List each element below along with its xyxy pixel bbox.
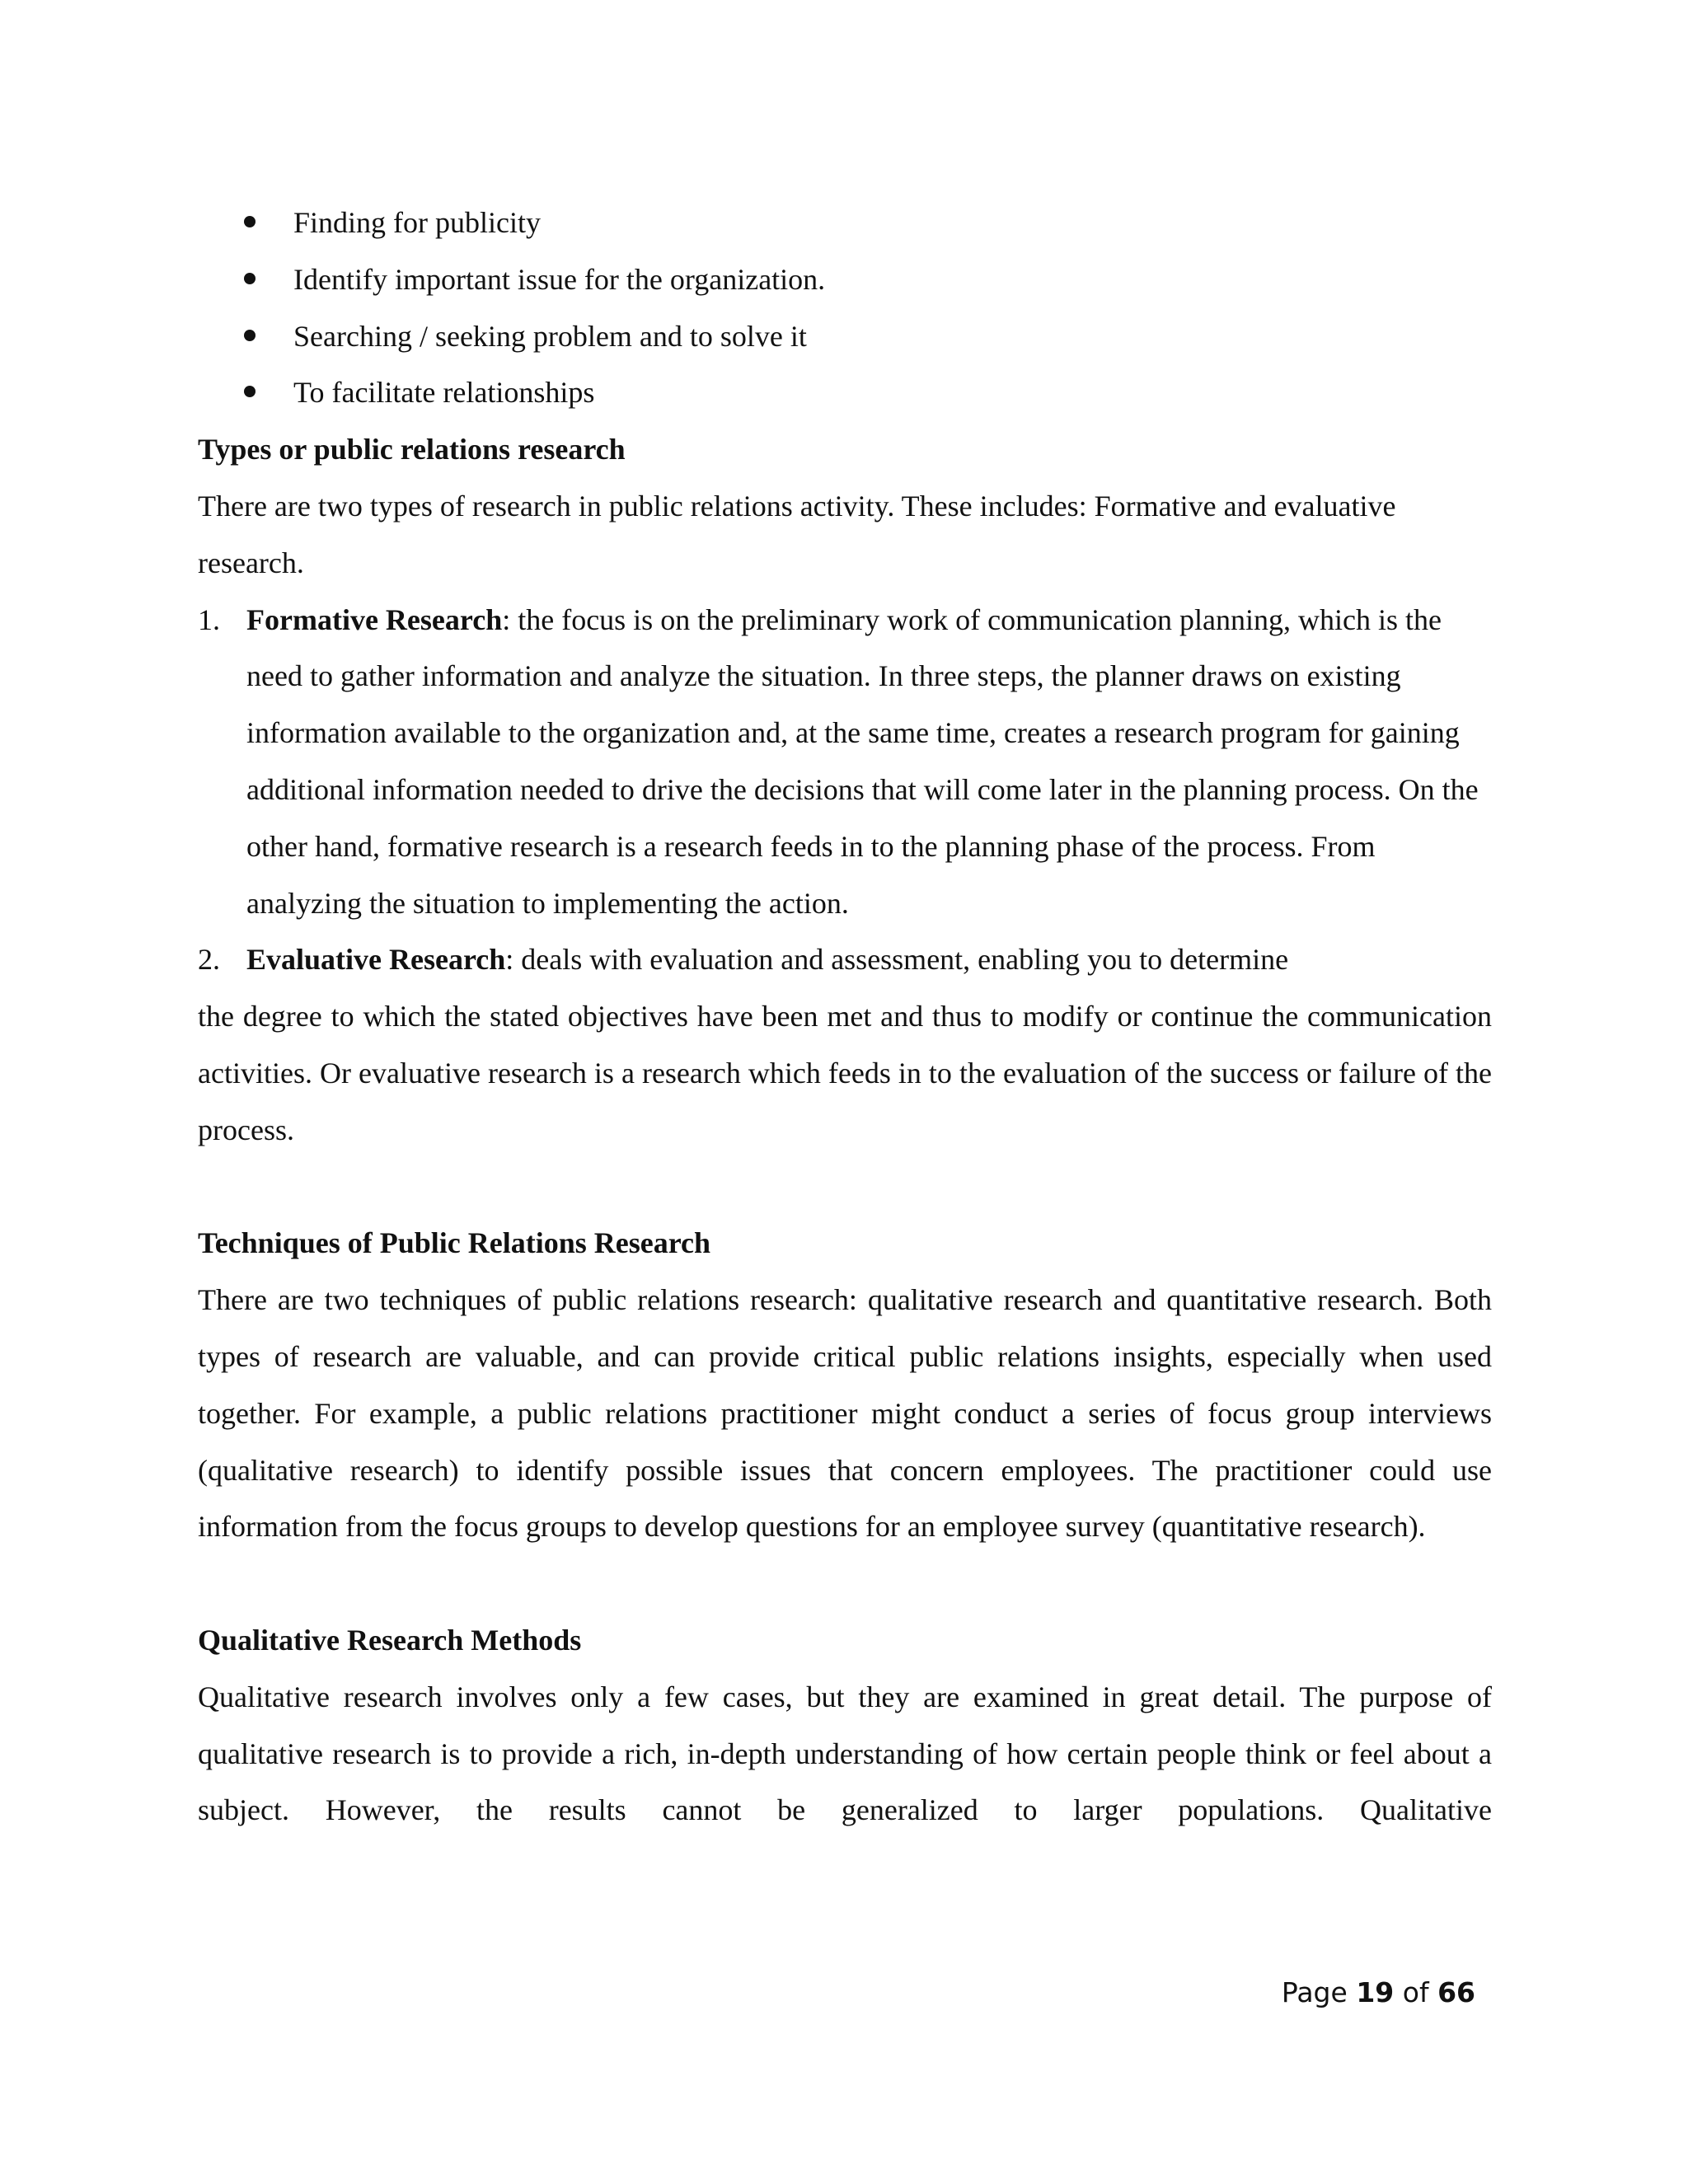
item-number: 2. xyxy=(198,943,220,977)
section-spacer xyxy=(198,1555,1492,1612)
evaluative-research-continuation: the degree to which the stated objectives have been met and thus to modify or continue the communication activities. Or evaluative research is a research which feeds in to the evaluation of the success or failure of the process. xyxy=(198,1000,1492,1146)
bullet-dot-icon xyxy=(244,330,256,341)
types-heading: Types or public relations research xyxy=(198,433,626,466)
item-text: : the focus is on the preliminary work of communication planning, which is the need to gather information and analyze the situation. In three steps, the planner draws on existing information available to the organization and, at the same time, creates a research program for gaining additional information needed to drive the decisions that will come later in the planning process. On the other hand, formative research is a research feeds in to the planning phase of the process. From analyzing the situation to implementing the action. xyxy=(246,602,1479,920)
bullet-list xyxy=(198,194,1492,421)
bullet-dot-icon xyxy=(244,386,256,397)
item-text-first-line: : deals with evaluation and assessment, enabling you to determine xyxy=(505,943,1289,977)
techniques-heading: Techniques of Public Relations Research xyxy=(198,1226,711,1260)
item-term: Formative Research xyxy=(246,602,503,636)
types-intro: There are two types of research in public relations activity. These includes: Formative and evaluative research. xyxy=(198,489,1396,579)
total-pages: 66 xyxy=(1437,1976,1475,2008)
bullet-item: Searching / seeking problem and to solve it xyxy=(198,308,1492,365)
section-spacer xyxy=(198,1159,1492,1216)
bullet-item: To facilitate relationships xyxy=(198,364,1492,421)
page-label: Page xyxy=(1281,1976,1348,2008)
document-page xyxy=(198,194,1492,1839)
bullet-dot-icon xyxy=(244,216,256,227)
page-footer xyxy=(1236,1976,1475,2008)
item-term: Evaluative Research xyxy=(246,943,506,977)
item-number: 1. xyxy=(198,602,220,636)
qualitative-body: Qualitative research involves only a few cases, but they are examined in great detail. The purpose of qualitative research is to provide a rich, in-depth understanding of how certain people think or feel about a subject. However, the results cannot be generalized to larger populations. Qualitative xyxy=(198,1680,1492,1827)
bullet-item: Finding for publicity xyxy=(198,194,1492,251)
formative-research-item xyxy=(198,592,1492,932)
of-label: of xyxy=(1402,1976,1429,2008)
evaluative-research-item xyxy=(198,931,1492,988)
page-number: 19 xyxy=(1356,1976,1395,2008)
techniques-body: There are two techniques of public relations research: qualitative research and quantitative research. Both types of research are valuable, and can provide critical public relations insights, especially when used together. For example, a public relations practitioner might conduct a series of focus group interviews (qualitative research) to identify possible issues that concern employees. The practitioner could use information from the focus groups to develop questions for an employee survey (quantitative research). xyxy=(198,1283,1492,1544)
qualitative-heading: Qualitative Research Methods xyxy=(198,1623,582,1657)
bullet-item: Identify important issue for the organization. xyxy=(198,251,1492,308)
bullet-dot-icon xyxy=(244,273,256,284)
